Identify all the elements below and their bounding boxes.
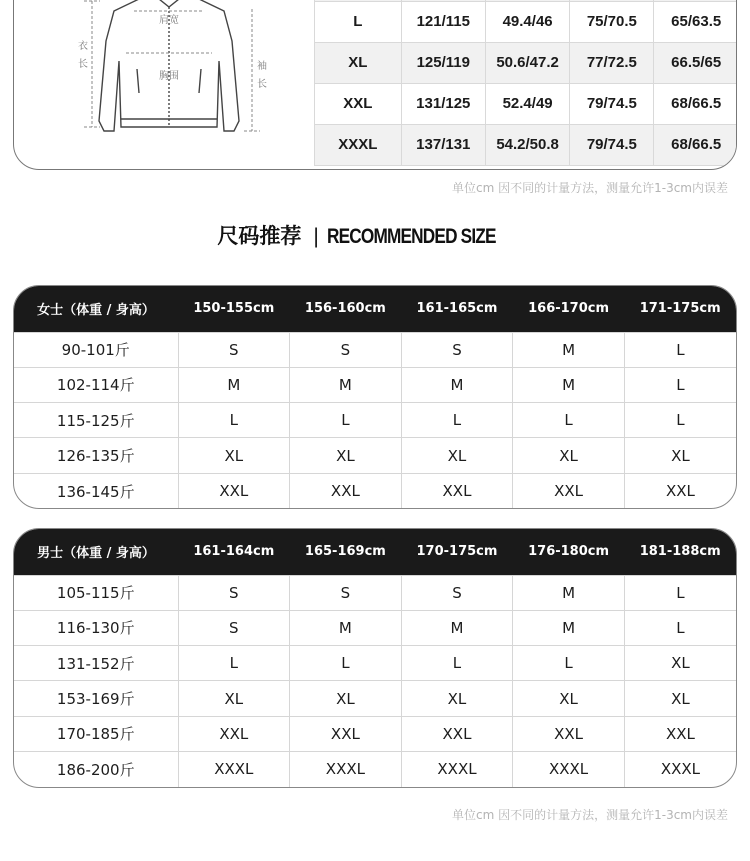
size-chart-card <box>13 0 737 170</box>
height-range-header: 165-169cm <box>290 529 402 575</box>
recommended-size-cell: XXL <box>624 716 736 751</box>
size-cell: XL <box>315 42 402 83</box>
recommended-size-cell: M <box>401 610 513 645</box>
recommended-size-cell: XL <box>401 681 513 716</box>
table-row <box>315 124 738 165</box>
recommended-size-cell: L <box>624 403 736 438</box>
table-row <box>315 83 738 124</box>
table-row <box>14 438 736 473</box>
size-cell: XXXL <box>315 124 402 165</box>
recommended-size-cell: XL <box>401 438 513 473</box>
weight-range-cell: 102-114斤 <box>14 367 178 402</box>
table-row <box>14 403 736 438</box>
height-range-header: 161-164cm <box>178 529 290 575</box>
table-cell: 66.5/65 <box>654 42 737 83</box>
measurement-note-bottom: 单位cm 因不同的计量方法，测量允许1-3cm内误差 <box>452 808 728 822</box>
recommended-size-cell: XXL <box>290 716 402 751</box>
table-cell: 79/74.5 <box>570 83 654 124</box>
recommended-size-cell: L <box>178 403 290 438</box>
recommended-size-cell: M <box>513 332 625 367</box>
recommended-size-cell: XXXL <box>290 751 402 786</box>
women-size-table <box>14 286 736 508</box>
weight-range-cell: 126-135斤 <box>14 438 178 473</box>
table-cell: 68/66.5 <box>654 83 737 124</box>
recommended-size-cell: S <box>178 610 290 645</box>
women-size-card <box>13 285 737 509</box>
recommended-size-cell: S <box>290 575 402 610</box>
table-cell: 137/131 <box>401 124 485 165</box>
table-header-row <box>14 529 736 575</box>
size-cell: XXL <box>315 83 402 124</box>
heading-separator: | <box>313 225 319 248</box>
heading-cn: 尺码推荐 <box>217 224 302 248</box>
sleeve-label-1: 袖 <box>257 61 267 72</box>
table-cell: 52.4/49 <box>485 83 569 124</box>
recommended-size-cell: XL <box>624 681 736 716</box>
jacket-diagram <box>14 0 314 170</box>
table-cell: 77/72.5 <box>570 42 654 83</box>
height-range-header: 156-160cm <box>290 286 402 332</box>
weight-range-cell: 186-200斤 <box>14 751 178 786</box>
recommended-size-cell: S <box>178 332 290 367</box>
shoulder-label: 肩宽 <box>159 15 179 26</box>
table-cell: 79/74.5 <box>570 124 654 165</box>
size-measurement-table <box>314 0 737 166</box>
recommended-size-cell: XXXL <box>401 751 513 786</box>
weight-range-cell: 116-130斤 <box>14 610 178 645</box>
recommended-size-cell: XXL <box>401 716 513 751</box>
weight-range-cell: 115-125斤 <box>14 403 178 438</box>
recommended-size-cell: M <box>513 367 625 402</box>
height-range-header: 170-175cm <box>401 529 513 575</box>
weight-range-cell: 131-152斤 <box>14 646 178 681</box>
recommended-size-cell: L <box>624 367 736 402</box>
section-heading <box>0 220 750 250</box>
weight-height-header: 女士（体重 / 身高） <box>14 286 178 332</box>
recommended-size-cell: XXL <box>624 473 736 508</box>
weight-range-cell: 136-145斤 <box>14 473 178 508</box>
recommended-size-cell: S <box>401 575 513 610</box>
recommended-size-cell: XXXL <box>624 751 736 786</box>
table-cell: 68/66.5 <box>654 124 737 165</box>
height-range-header: 181-188cm <box>624 529 736 575</box>
recommended-size-cell: XXL <box>401 473 513 508</box>
recommended-size-cell: M <box>513 610 625 645</box>
weight-range-cell: 105-115斤 <box>14 575 178 610</box>
length-label-2: 长 <box>78 59 88 70</box>
recommended-size-cell: L <box>401 646 513 681</box>
weight-range-cell: 90-101斤 <box>14 332 178 367</box>
recommended-size-cell: XL <box>178 681 290 716</box>
height-range-header: 166-170cm <box>513 286 625 332</box>
table-row <box>14 473 736 508</box>
height-range-header: 176-180cm <box>513 529 625 575</box>
recommended-size-cell: XXXL <box>513 751 625 786</box>
recommended-size-cell: L <box>624 332 736 367</box>
heading-en: RECOMMENDED SIZE <box>326 225 496 248</box>
table-cell: 65/63.5 <box>654 1 737 42</box>
table-header-row <box>14 286 736 332</box>
recommended-size-cell: S <box>290 332 402 367</box>
recommended-size-cell: S <box>401 332 513 367</box>
height-range-header: 171-175cm <box>624 286 736 332</box>
height-range-header: 150-155cm <box>178 286 290 332</box>
table-row <box>14 716 736 751</box>
table-row <box>14 751 736 786</box>
recommended-size-cell: M <box>290 610 402 645</box>
sleeve-label-2: 长 <box>257 79 267 90</box>
table-row <box>14 575 736 610</box>
table-row <box>14 367 736 402</box>
recommended-size-cell: L <box>290 403 402 438</box>
men-size-table <box>14 529 736 787</box>
recommended-size-cell: L <box>401 403 513 438</box>
recommended-size-cell: M <box>513 575 625 610</box>
recommended-size-cell: XL <box>624 438 736 473</box>
table-cell: 49.4/46 <box>485 1 569 42</box>
men-size-card <box>13 528 737 788</box>
table-row <box>315 42 738 83</box>
chest-label: 胸围 <box>159 71 179 82</box>
table-cell: 75/70.5 <box>570 1 654 42</box>
table-cell: 121/115 <box>401 1 485 42</box>
measurement-note: 单位cm 因不同的计量方法，测量允许1-3cm内误差 <box>452 181 728 195</box>
size-cell: L <box>315 1 402 42</box>
recommended-size-cell: L <box>290 646 402 681</box>
weight-range-cell: 153-169斤 <box>14 681 178 716</box>
recommended-size-cell: L <box>624 575 736 610</box>
recommended-size-cell: XXL <box>290 473 402 508</box>
recommended-size-cell: XXL <box>178 716 290 751</box>
table-cell: 50.6/47.2 <box>485 42 569 83</box>
table-row <box>315 1 738 42</box>
recommended-size-cell: XXXL <box>178 751 290 786</box>
recommended-size-cell: L <box>178 646 290 681</box>
table-row <box>14 332 736 367</box>
height-range-header: 161-165cm <box>401 286 513 332</box>
weight-range-cell: 170-185斤 <box>14 716 178 751</box>
recommended-size-cell: XL <box>178 438 290 473</box>
table-cell: 125/119 <box>401 42 485 83</box>
recommended-size-cell: S <box>178 575 290 610</box>
recommended-size-cell: XXL <box>513 473 625 508</box>
recommended-size-cell: M <box>290 367 402 402</box>
recommended-size-cell: M <box>401 367 513 402</box>
table-row <box>14 610 736 645</box>
recommended-size-cell: L <box>624 610 736 645</box>
recommended-size-cell: L <box>513 403 625 438</box>
table-cell: 54.2/50.8 <box>485 124 569 165</box>
recommended-size-cell: XL <box>290 438 402 473</box>
table-row <box>14 681 736 716</box>
length-label-1: 衣 <box>78 41 88 52</box>
recommended-size-cell: XL <box>513 681 625 716</box>
weight-height-header: 男士（体重 / 身高） <box>14 529 178 575</box>
recommended-size-cell: XL <box>290 681 402 716</box>
recommended-size-cell: XL <box>624 646 736 681</box>
recommended-size-cell: XXL <box>513 716 625 751</box>
recommended-size-cell: M <box>178 367 290 402</box>
table-row <box>14 646 736 681</box>
recommended-size-cell: XL <box>513 438 625 473</box>
recommended-size-cell: L <box>513 646 625 681</box>
recommended-size-cell: XXL <box>178 473 290 508</box>
table-cell: 131/125 <box>401 83 485 124</box>
